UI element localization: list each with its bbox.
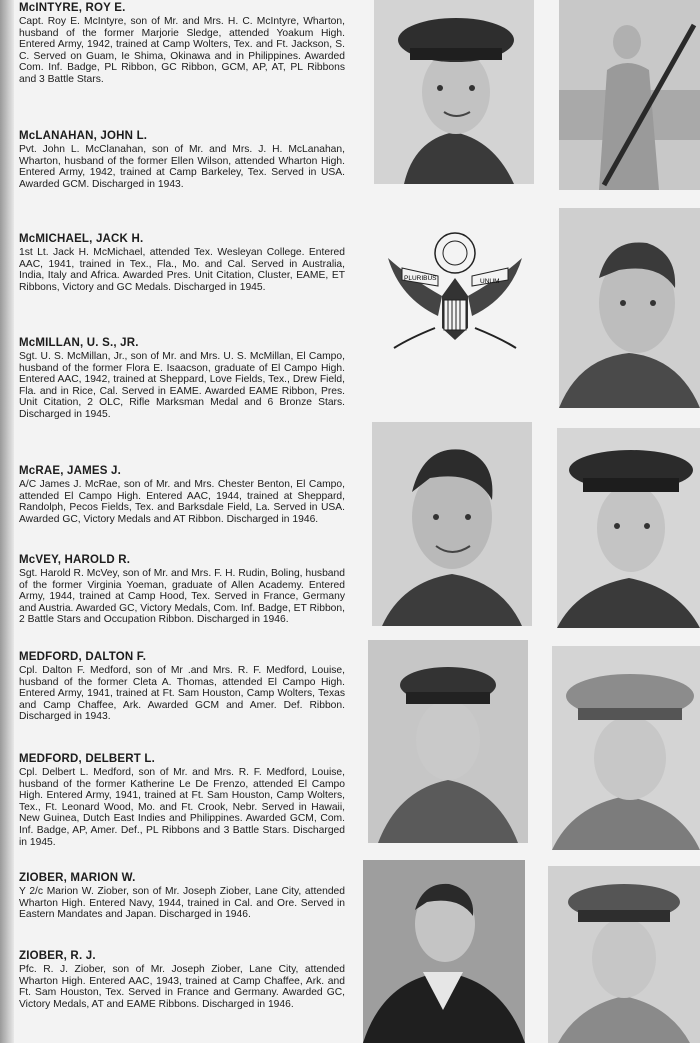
entry-name: MEDFORD, DELBERT L. bbox=[19, 753, 156, 765]
entry-bio: 1st Lt. Jack H. McMichael, attended Tex. Wesleyan College. Entered AAC, 1941, trained in Tex., Fla., Mo. and Cal. Served in Australia, India, Italy and Africa. Awarded Pres. Unit Citation, Cluster, EAME, ET Ribbons, Victory and GC Medals. Discharged in 1945. bbox=[19, 247, 345, 293]
portrait-drawing bbox=[368, 640, 528, 843]
entry-mclanahan bbox=[19, 130, 345, 190]
portrait-drawing bbox=[557, 428, 700, 628]
portrait-medford-dalton bbox=[368, 640, 528, 843]
entry-ziober-rj bbox=[19, 950, 345, 1010]
entry-mcmillan bbox=[19, 337, 345, 421]
entry-bio: Sgt. U. S. McMillan, Jr., son of Mr. and Mrs. U. S. McMillan, El Campo, husband of the former Flora E. Isaacson, graduate of El Campo High. Entered AAC, 1942, trained at Sheppard, Love Fields, Tex., Drew Field, Fla. and in Rice, Cal. Served in EAME. Awarded EAME Ribbon, Pres. Unit Citation, 2 OLC, Rifle Marksman Medal and 6 Bronze Stars. Discharged in 1945. bbox=[19, 351, 345, 420]
portrait-ziober-rj bbox=[548, 866, 700, 1043]
emblem-right-banner: UNUM bbox=[480, 278, 500, 285]
entry-name: MEDFORD, DALTON F. bbox=[19, 651, 147, 663]
portrait-drawing bbox=[559, 0, 700, 190]
emblem-left-banner: PLURIBUS bbox=[404, 275, 437, 282]
entry-bio: Pfc. R. J. Ziober, son of Mr. Joseph Ziober, Lane City, attended Wharton High. Entered AAC, 1943, trained at Camp Chaffee, Ark. and Ft. Sam Houston, Tex. Served in France and Germany. Awarded GC, Victory Medals, AT and EAME Ribbons. Discharged in 1946. bbox=[19, 964, 345, 1010]
entry-bio: Y 2/c Marion W. Ziober, son of Mr. Joseph Ziober, Lane City, attended Wharton High. Entered Navy, 1944, trained in Cal. and Ore. Served in Eastern Mandates and Japan. Discharged in 1946. bbox=[19, 886, 345, 921]
portrait-drawing bbox=[372, 422, 532, 626]
entry-name: McMICHAEL, JACK H. bbox=[19, 233, 144, 245]
binding-gutter bbox=[0, 0, 14, 1043]
entry-name: ZIOBER, MARION W. bbox=[19, 872, 136, 884]
entry-mcintyre bbox=[19, 2, 345, 86]
portrait-drawing bbox=[374, 0, 534, 184]
entry-bio: Cpl. Delbert L. Medford, son of Mr. and Mrs. R. F. Medford, Louise, husband of the former Katherine Le De Frenzo, attended El Campo High. Entered Army, 1941, trained at Ft. Sam Houston, Camp Wolters, Tex., Ft. Leonard Wood, Mo. and Ft. Crook, Nebr. Served in Hawaii, New Guinea, Dutch East Indies and Philippines. Awarded GCM, Com. Inf. Badge, AP, Amer. Def., PL Ribbons and 3 Battle Stars. Discharged in 1945. bbox=[19, 767, 345, 848]
portrait-mcvey bbox=[557, 428, 700, 628]
entry-name: McMILLAN, U. S., JR. bbox=[19, 337, 139, 349]
portrait-ziober-marion bbox=[363, 860, 525, 1043]
portrait-drawing bbox=[363, 860, 525, 1043]
portrait-mcintyre bbox=[374, 0, 534, 184]
portrait-mclanahan bbox=[559, 0, 700, 190]
entry-name: ZIOBER, R. J. bbox=[19, 950, 96, 962]
entry-ziober-marion bbox=[19, 872, 345, 921]
entry-bio: Capt. Roy E. McIntyre, son of Mr. and Mrs. H. C. McIntyre, Wharton, husband of the former Marjorie Sledge, attended Yoakum High. Entered Army, 1942, trained at Camp Wolters, Tex. and Ft. Jackson, S. C. Served on Guam, Ie Shima, Okinawa and in Philippines. Awarded Com. Inf. Badge, PL Ribbon, GC Ribbon, GCM, AP, AT, PL Ribbons and 3 Battle Stars. bbox=[19, 16, 345, 85]
entry-name: McVEY, HAROLD R. bbox=[19, 554, 131, 566]
portrait-mcmillan bbox=[559, 208, 700, 408]
entry-medford-dalton bbox=[19, 651, 345, 723]
portrait-drawing bbox=[548, 866, 700, 1043]
eagle-emblem-icon bbox=[380, 228, 530, 353]
entry-bio: Cpl. Dalton F. Medford, son of Mr .and Mrs. R. F. Medford, Louise, husband of the former Cleta A. Thomas, attended El Campo High. Entered Army, 1941, trained at Ft. Sam Houston, Camp Wolters, Texas and Camp Chaffee, Ark. Awarded GCM and Amer. Def. Ribbon. Discharged in 1943. bbox=[19, 665, 345, 723]
entry-name: McLANAHAN, JOHN L. bbox=[19, 130, 148, 142]
entry-bio: Sgt. Harold R. McVey, son of Mr. and Mrs. F. H. Rudin, Boling, husband of the former Virginia Yoeman, graduate of Allen Academy. Entered Army, 1944, trained at Camp Hood, Tex. Served in France, Germany and Austria. Awarded GC, Victory Medals, Com. Inf. Badge, ET Ribbon, 2 Battle Stars and Occupation Ribbon. Discharged in 1946. bbox=[19, 568, 345, 626]
entry-medford-delbert bbox=[19, 753, 345, 848]
entry-name: McINTYRE, ROY E. bbox=[19, 2, 126, 14]
portrait-medford-delbert bbox=[552, 646, 700, 850]
entry-mcrae bbox=[19, 465, 345, 525]
entry-mcmichael bbox=[19, 233, 345, 293]
entry-bio: Pvt. John L. McClanahan, son of Mr. and Mrs. J. H. McLanahan, Wharton, husband of the former Ellen Wilson, attended Wharton High. Entered Army, 1942, trained at Camp Barkeley, Tex. Served in USA. Awarded GCM. Discharged in 1943. bbox=[19, 144, 345, 190]
entry-mcvey bbox=[19, 554, 345, 626]
portrait-drawing bbox=[552, 646, 700, 850]
portrait-drawing bbox=[559, 208, 700, 408]
portrait-mcrae bbox=[372, 422, 532, 626]
entry-name: McRAE, JAMES J. bbox=[19, 465, 122, 477]
entry-bio: A/C James J. McRae, son of Mr. and Mrs. Chester Benton, El Campo, attended El Campo High. Entered AAC, 1944, trained at Sheppard, Randolph, Pecos Fields, Tex. and Barksdale Field, La. Served in USA. Awarded GC, Victory Medals and AT Ribbon. Discharged in 1946. bbox=[19, 479, 345, 525]
